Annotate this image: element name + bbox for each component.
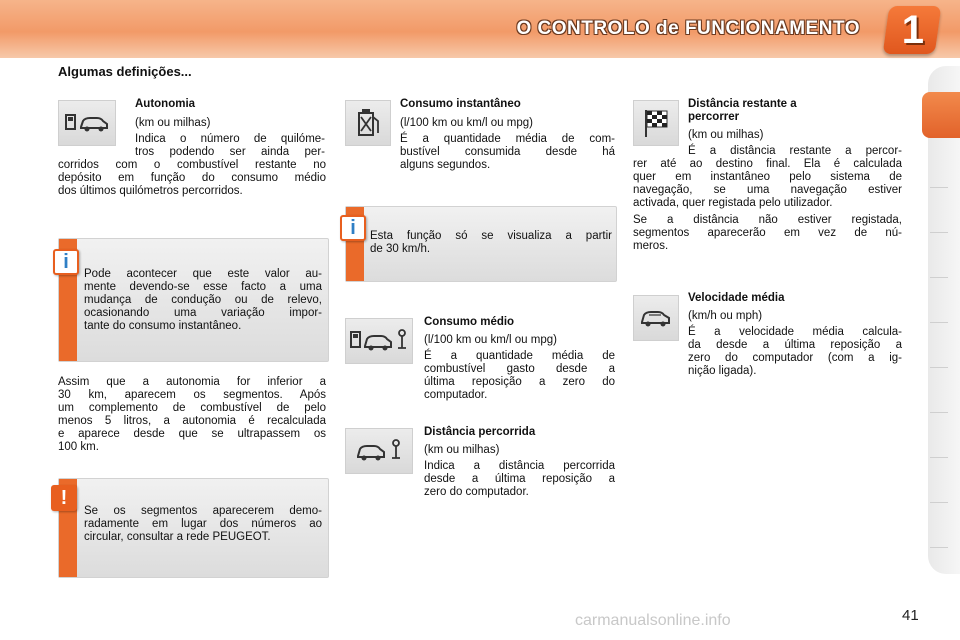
note-warning-line-3: circular, consultar a rede PEUGEOT. (84, 531, 271, 543)
distancia-restante-text-4: navegação, se uma navegação estiver (633, 184, 902, 196)
page-number: 41 (902, 607, 919, 624)
info-icon: i (340, 215, 366, 241)
distancia-restante-text-1: É a distância restante a percor- (688, 145, 902, 157)
distancia-restante-text-7: segmentos aparecerão em vez de nú- (633, 227, 902, 239)
distancia-restante-text-5: activada, quer registada pelo utilizador. (633, 197, 833, 209)
consumo-medio-text-3: última reposição a zero do (424, 376, 615, 388)
distancia-percorrida-text-3: zero do computador. (424, 486, 529, 498)
distancia-percorrida-text-2: desde a última reposição a (424, 473, 615, 485)
distancia-restante-title-2: percorrer (688, 111, 740, 123)
velocidade-media-text-4: nição ligada). (688, 365, 757, 377)
chapter-number: 1 (901, 8, 924, 52)
consumo-instantaneo-title: Consumo instantâneo (400, 98, 521, 110)
tab-divider (930, 187, 948, 188)
chapter-tab-active[interactable] (922, 92, 960, 138)
tab-divider (930, 457, 948, 458)
note-variation-line-5: tante do consumo instantâneo. (84, 320, 242, 332)
distancia-restante-text-2: rer até ao destino final. Ela é calculada (633, 158, 902, 170)
note-warning-line-1: Se os segmentos aparecerem demo- (84, 505, 322, 517)
autonomia-low-3: um complemento de combustível de pelo (58, 402, 326, 414)
consumo-medio-units: (l/100 km ou km/l ou mpg) (424, 334, 557, 346)
tab-divider (930, 367, 948, 368)
watermark: carmanualsonline.info (575, 612, 731, 629)
tab-divider (930, 277, 948, 278)
autonomia-text-5: dos últimos quilómetros percorridos. (58, 185, 243, 197)
autonomia-title: Autonomia (135, 98, 196, 110)
distancia-restante-units: (km ou milhas) (688, 129, 764, 141)
consumo-medio-text-4: computador. (424, 389, 488, 401)
consumo-medio-text-1: É a quantidade média de (424, 350, 615, 362)
consumo-instantaneo-units: (l/100 km ou km/l ou mpg) (400, 117, 533, 129)
distancia-restante-title-1: Distância restante a (688, 98, 797, 110)
note-speed-line-2: de 30 km/h. (370, 243, 431, 255)
autonomia-low-6: 100 km. (58, 441, 99, 453)
warning-icon: ! (51, 485, 77, 511)
tab-divider (930, 322, 948, 323)
car-distance-icon (345, 428, 413, 474)
note-variation-line-2: mente devendo-se esse facto a uma (84, 281, 322, 293)
consumo-medio-text-2: combustível gasto desde a (424, 363, 615, 375)
distancia-percorrida-units: (km ou milhas) (424, 444, 500, 456)
distancia-percorrida-title: Distância percorrida (424, 426, 536, 438)
tab-divider (930, 547, 948, 548)
velocidade-media-text-3: zero do computador (com a ig- (688, 352, 902, 364)
autonomia-units: (km ou milhas) (135, 117, 211, 129)
velocidade-media-text-2: da desde a última reposição a (688, 339, 902, 351)
autonomia-low-2: 30 km, aparecem os segmentos. Após (58, 389, 326, 401)
autonomia-text-2: tros podendo ser ainda per- (135, 146, 325, 158)
autonomia-low-4: menos 5 litros, a autonomia é recalculada (58, 415, 326, 427)
note-warning-line-2: radamente em lugar dos números ao (84, 518, 322, 530)
autonomia-low-5: e aparece desde que se ultrapassem os (58, 428, 326, 440)
fuel-car-distance-icon (345, 318, 413, 364)
distancia-restante-text-3: quer em instantâneo pelo sistema de (633, 171, 902, 183)
fuel-car-icon (58, 100, 116, 146)
distancia-percorrida-text-1: Indica a distância percorrida (424, 460, 615, 472)
tab-divider (930, 232, 948, 233)
consumo-instantaneo-text-3: alguns segundos. (400, 159, 491, 171)
fuel-pump-icon (345, 100, 391, 146)
info-icon: i (53, 249, 79, 275)
consumo-medio-title: Consumo médio (424, 316, 515, 328)
distancia-restante-text-8: meros. (633, 240, 669, 252)
note-variation-line-1: Pode acontecer que este valor au- (84, 268, 322, 280)
chapter-tabs[interactable] (928, 66, 960, 574)
autonomia-text-4: depósito em função do consumo médio (58, 172, 326, 184)
tab-divider (930, 412, 948, 413)
consumo-instantaneo-text-2: bustível consumida desde há (400, 146, 615, 158)
velocidade-media-units: (km/h ou mph) (688, 310, 763, 322)
velocidade-media-text-1: É a velocidade média calcula- (688, 326, 902, 338)
section-title: Algumas definições... (58, 64, 192, 79)
autonomia-text-1: Indica o número de quilóme- (135, 133, 325, 145)
consumo-instantaneo-text-1: É a quantidade média de com- (400, 133, 615, 145)
note-speed-line-1: Esta função só se visualiza a partir (370, 230, 612, 242)
checkered-flag-icon (633, 100, 679, 146)
autonomia-text-3: corridos com o combustível restante no (58, 159, 326, 171)
distancia-restante-text-6: Se a distância não estiver registada, (633, 214, 902, 226)
chapter-title: O CONTROLO de FUNCIONAMENTO (516, 18, 860, 39)
tab-divider (930, 502, 948, 503)
note-variation-line-3: mudança de condução ou de relevo, (84, 294, 322, 306)
velocidade-media-title: Velocidade média (688, 292, 785, 304)
car-speed-icon (633, 295, 679, 341)
autonomia-low-1: Assim que a autonomia for inferior a (58, 376, 326, 388)
note-variation-line-4: ocasionando uma variação impor- (84, 307, 322, 319)
